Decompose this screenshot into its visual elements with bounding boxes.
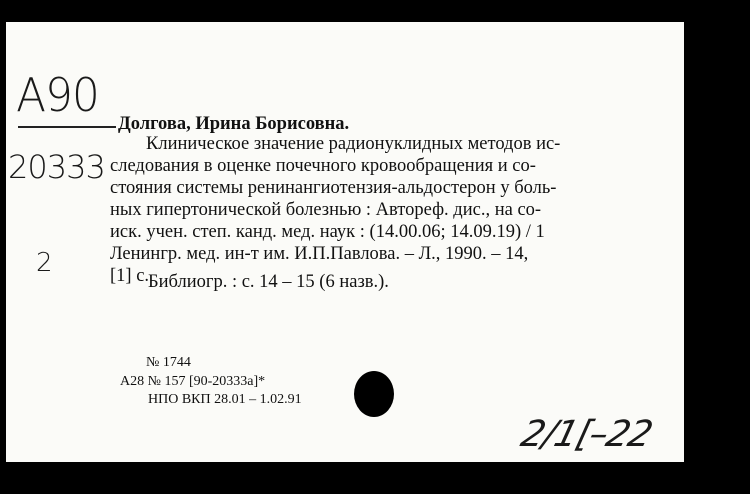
catalog-card [6, 22, 686, 464]
description-line: следования в оценке почечного кровообращения и со- [110, 156, 536, 176]
author-heading: Долгова, Ирина Борисовна. [118, 114, 350, 134]
description-line: иск. учен. степ. канд. мед. наук : (14.00.06; 14.09.19) / 1 [110, 222, 545, 242]
side-mark-handwritten: 2 [36, 248, 52, 278]
description-line: [1] с. [110, 266, 150, 286]
handwritten-scrawl: 2/1[–22 [516, 414, 656, 455]
description-line: ных гипертонической болезнью : Автореф. дис., на со- [110, 200, 542, 220]
description-line: Ленингр. мед. ин-т им. И.П.Павлова. – Л., 1990. – 14, [110, 244, 529, 264]
description-line: стояния системы ренинангиотензия-альдостерон у боль- [110, 178, 557, 198]
printer-info: НПО ВКП 28.01 – 1.02.91 [148, 392, 302, 407]
shelfmark-handwritten: А90 [16, 68, 99, 122]
card-number: № 1744 [146, 355, 191, 370]
inventory-number-handwritten: 20333 [8, 148, 105, 186]
order-number: А28 № 157 [90-20333а]* [120, 374, 266, 389]
bibliography-note: Библиогр. : с. 14 – 15 (6 назв.). [148, 272, 389, 292]
punch-hole-dot [354, 371, 394, 417]
shelfmark-underline [18, 126, 116, 128]
description-line: Клиническое значение радионуклидных методов ис- [146, 134, 561, 154]
